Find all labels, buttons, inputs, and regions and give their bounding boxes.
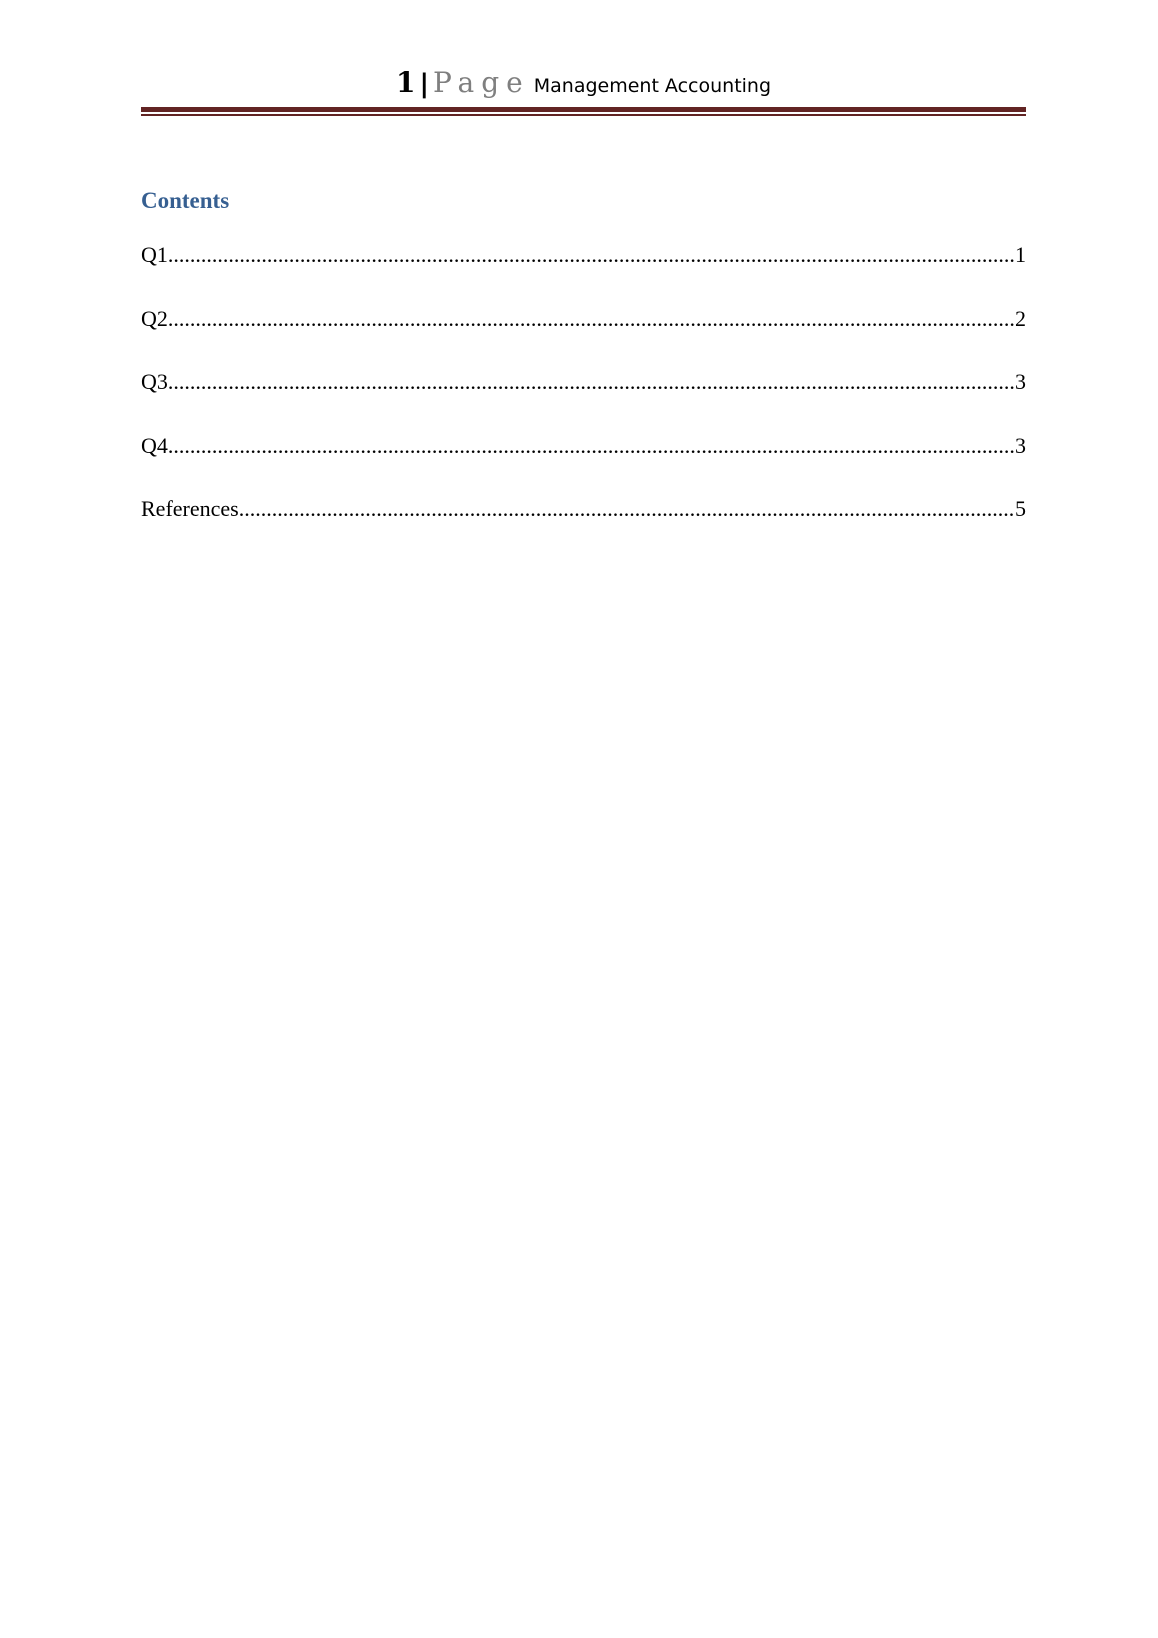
toc-entry-label: References <box>141 497 239 521</box>
header-page-word: Page <box>432 66 530 99</box>
toc-entry-page: 2 <box>1015 306 1026 331</box>
toc-heading: Contents <box>141 188 230 213</box>
header-rule-thick <box>141 107 1026 112</box>
toc-entry-label: Q2 <box>141 306 168 331</box>
toc-entry-page: 5 <box>1015 497 1026 521</box>
table-of-contents <box>141 243 1026 561</box>
toc-dot-leader <box>168 307 1015 331</box>
page-header <box>141 66 1026 106</box>
toc-dot-leader <box>239 497 1015 521</box>
header-title: Management Accounting <box>533 75 772 97</box>
toc-entry-references[interactable] <box>141 497 1026 521</box>
header-separator: | <box>419 69 429 99</box>
toc-entry-page: 1 <box>1015 243 1026 267</box>
toc-dot-leader <box>168 434 1015 458</box>
header-rule-thin <box>141 114 1026 116</box>
toc-entry-q1[interactable] <box>141 243 1026 267</box>
toc-entry-page: 3 <box>1015 433 1026 458</box>
toc-entry-page: 3 <box>1015 370 1026 394</box>
toc-entry-label: Q4 <box>141 433 168 458</box>
toc-entry-q4[interactable] <box>141 434 1026 458</box>
toc-entry-q3[interactable] <box>141 370 1026 394</box>
header-page-number: 1 <box>395 66 416 99</box>
toc-entry-label: Q1 <box>141 243 168 267</box>
toc-entry-q2[interactable] <box>141 307 1026 331</box>
toc-entry-label: Q3 <box>141 370 168 394</box>
toc-dot-leader <box>168 243 1015 267</box>
toc-dot-leader <box>168 370 1015 394</box>
